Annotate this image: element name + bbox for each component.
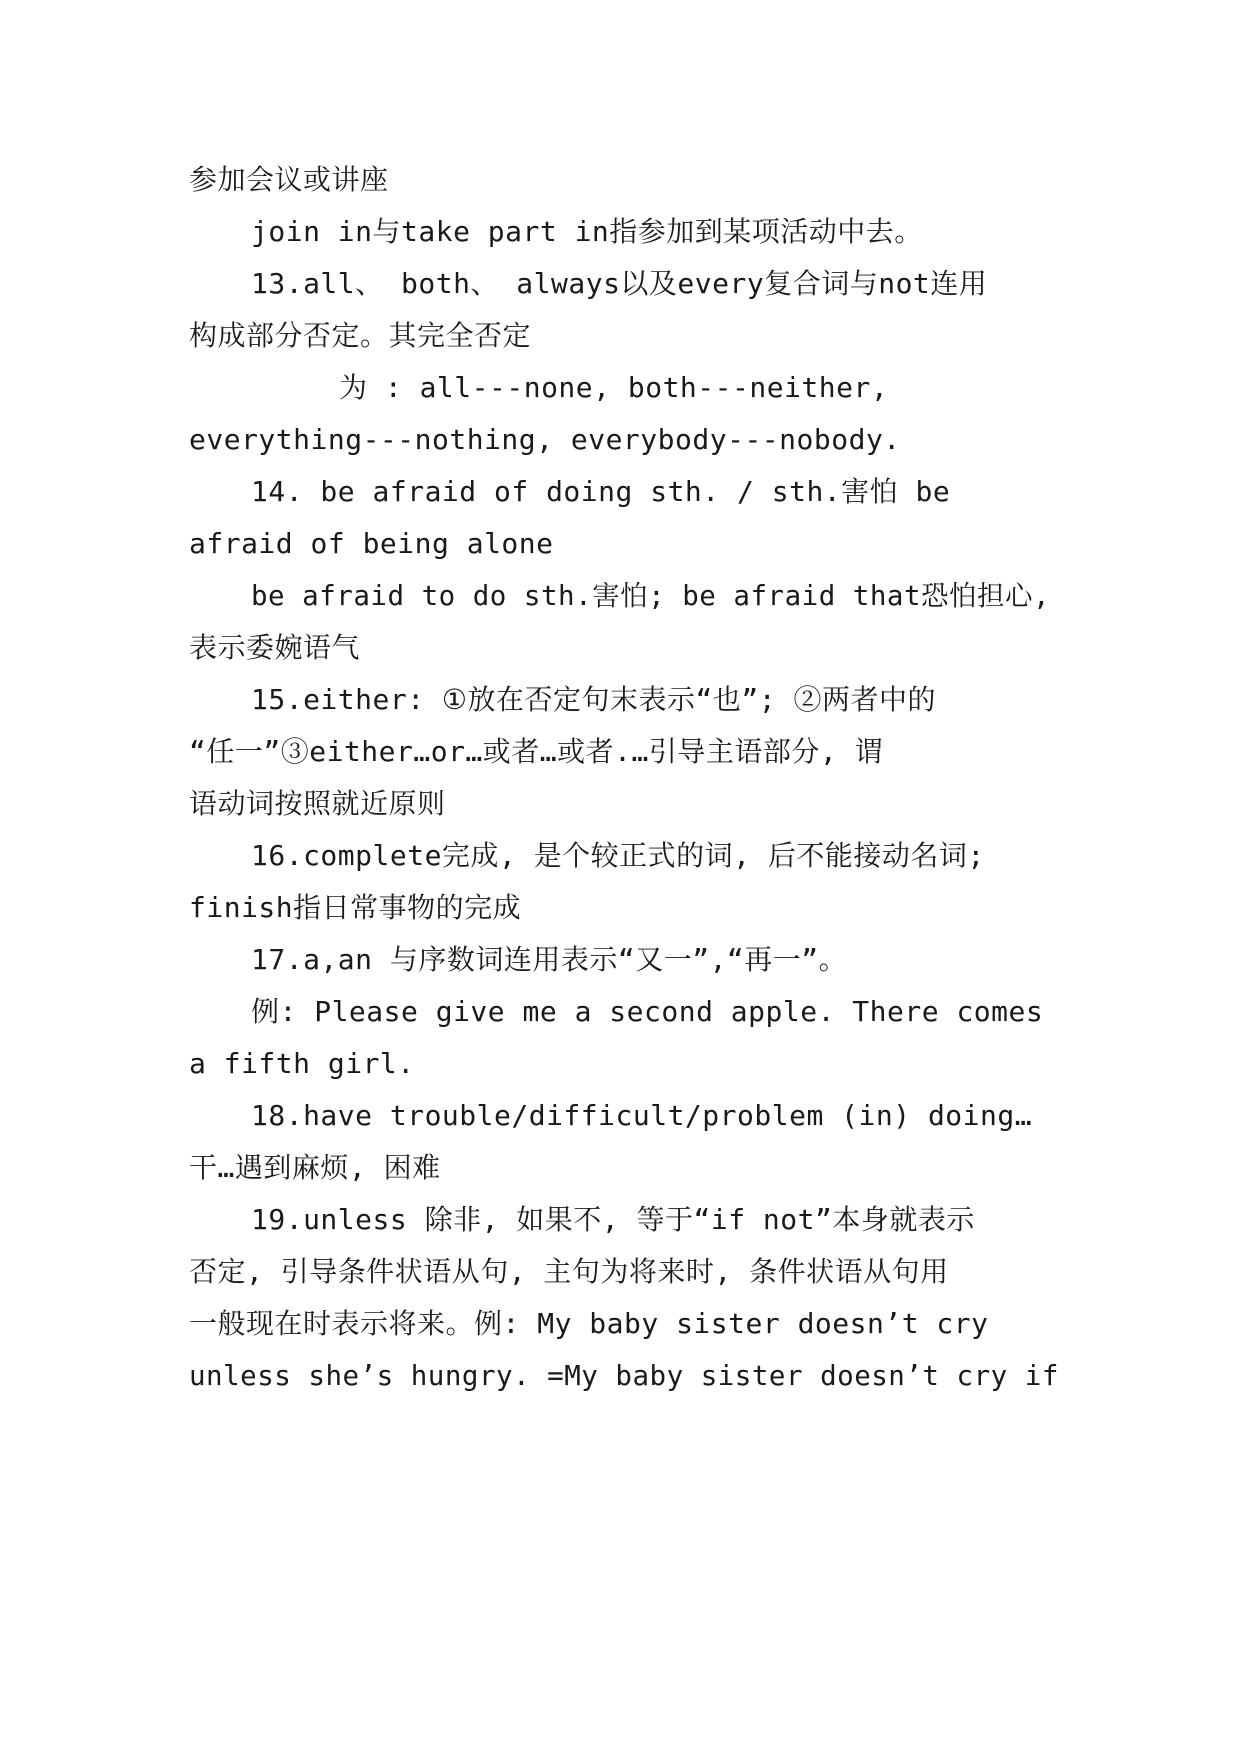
text-line-12: “任一”③either…or…或者…或者.…引导主语部分, 谓	[189, 735, 884, 768]
text-line-22: 否定, 引导条件状语从句, 主句为将来时, 条件状语从句用	[189, 1255, 949, 1288]
text-line-8: afraid of being alone	[189, 527, 554, 560]
text-line-21: 19.unless 除非, 如果不, 等于“if not”本身就表示	[251, 1203, 975, 1236]
text-line-17: 例: Please give me a second apple. There comes	[251, 995, 1044, 1028]
text-line-4: 构成部分否定。其完全否定	[189, 319, 532, 352]
text-line-14: 16.complete完成, 是个较正式的词, 后不能接动名词;	[251, 839, 985, 872]
text-line-5: 为 : all---none, both---neither,	[339, 371, 889, 404]
text-line-9: be afraid to do sth.害怕; be afraid that恐怕担心,	[251, 580, 1051, 612]
text-line-18: a fifth girl.	[189, 1047, 415, 1080]
text-line-15: finish指日常事物的完成	[189, 891, 522, 924]
text-line-13: 语动词按照就近原则	[189, 787, 446, 820]
text-line-24: unless she’s hungry. =My baby sister doesn’t cry if	[189, 1360, 1059, 1392]
text-line-10: 表示委婉语气	[189, 631, 361, 664]
text-line-23: 一般现在时表示将来。例: My baby sister doesn’t cry	[189, 1307, 989, 1340]
text-line-1: 参加会议或讲座	[189, 163, 389, 196]
text-line-7: 14. be afraid of doing sth. / sth.害怕 be	[251, 475, 951, 508]
text-line-19: 18.have trouble/difficult/problem (in) doing…	[251, 1099, 1033, 1132]
text-line-16: 17.a,an 与序数词连用表示“又一”,“再一”。	[251, 943, 848, 976]
text-line-20: 干…遇到麻烦, 困难	[189, 1151, 441, 1184]
text-line-2: join in与take part in指参加到某项活动中去。	[251, 215, 923, 248]
text-line-3: 13.all、 both、 always以及every复合词与not连用	[251, 267, 988, 300]
text-line-11: 15.either: ①放在否定句末表示“也”; ②两者中的	[251, 683, 936, 716]
text-line-6: everything---nothing, everybody---nobody.	[189, 423, 901, 456]
